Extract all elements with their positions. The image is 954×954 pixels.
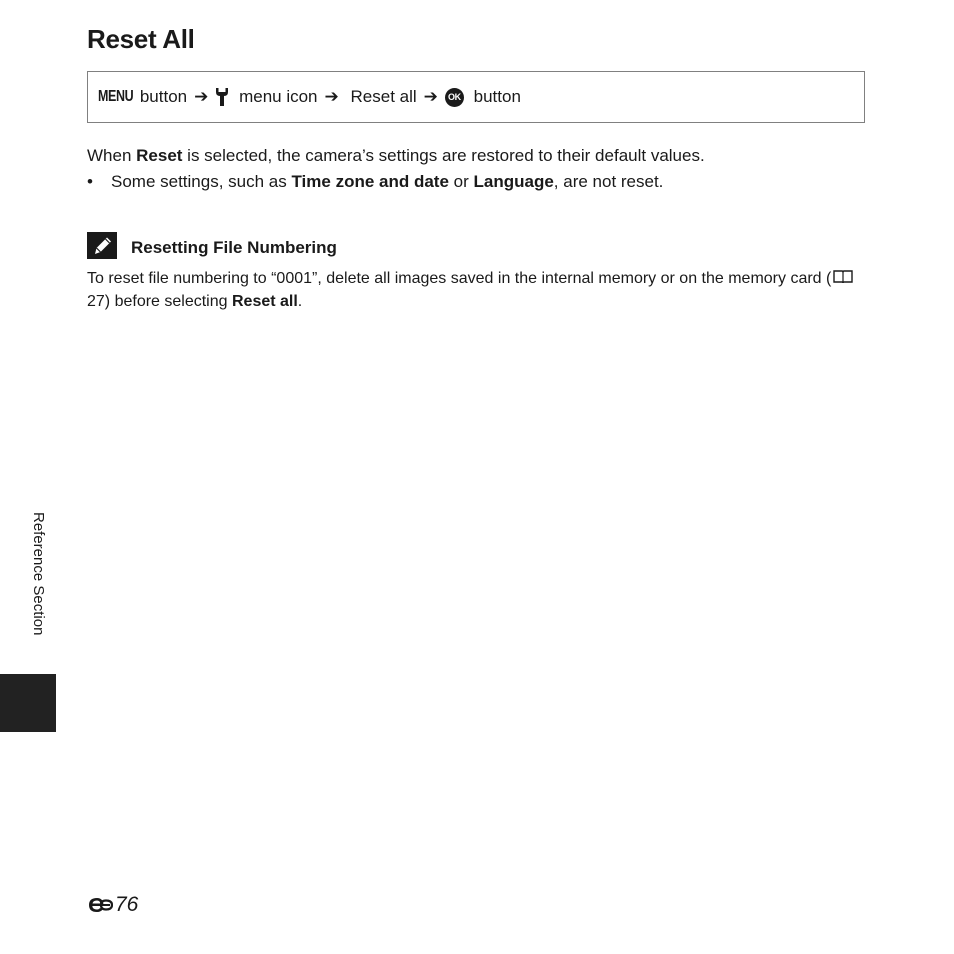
bullet-bold-language: Language: [473, 172, 554, 191]
bullet-suffix: , are not reset.: [553, 172, 664, 191]
bullet-prefix: Some settings, such as: [111, 172, 292, 191]
ok-button-icon: OK: [445, 88, 464, 107]
note-page-ref: 27) before selecting: [87, 293, 232, 310]
reference-section-e-icon: [87, 895, 113, 915]
pencil-note-icon: [87, 232, 117, 259]
page-number-text: 76: [115, 893, 139, 916]
bullet-bold-time-zone: Time zone and date: [291, 172, 449, 191]
reset-all-text: Reset all: [345, 87, 417, 106]
note-bold-reset-all: Reset all: [231, 293, 298, 310]
intro-suffix: is selected, the camera’s settings are restored to their default values.: [182, 146, 705, 165]
intro-bold: Reset: [136, 146, 183, 165]
arrow-right-icon: ➔: [423, 87, 438, 106]
arrow-right-icon: ➔: [324, 87, 339, 106]
arrow-right-icon: ➔: [194, 87, 209, 106]
side-section-label: Reference Section: [30, 512, 47, 636]
note-heading: Resetting File Numbering: [131, 238, 337, 257]
final-button-text: button: [468, 87, 521, 106]
bullet-dot: •: [87, 172, 93, 191]
menu-path-box: [87, 71, 865, 123]
intro-paragraph: [87, 146, 705, 166]
page-title: Reset All: [87, 24, 195, 54]
wrench-icon: [215, 87, 229, 107]
menu-icon-text: menu icon: [234, 87, 318, 106]
button-text: button: [135, 87, 188, 106]
note-text-end: .: [297, 293, 303, 310]
menu-button-label: MENU: [98, 88, 134, 105]
intro-prefix: When: [87, 146, 137, 165]
note-body: [87, 267, 877, 313]
book-reference-icon: [833, 270, 853, 284]
bullet-mid: or: [448, 172, 474, 191]
bullet-item: [87, 172, 663, 192]
note-text-part1: To reset file numbering to “0001”, delete all images saved in the internal memory or on the memory card (: [87, 270, 832, 287]
page-number: [87, 893, 138, 917]
side-section-tab: [0, 674, 56, 732]
